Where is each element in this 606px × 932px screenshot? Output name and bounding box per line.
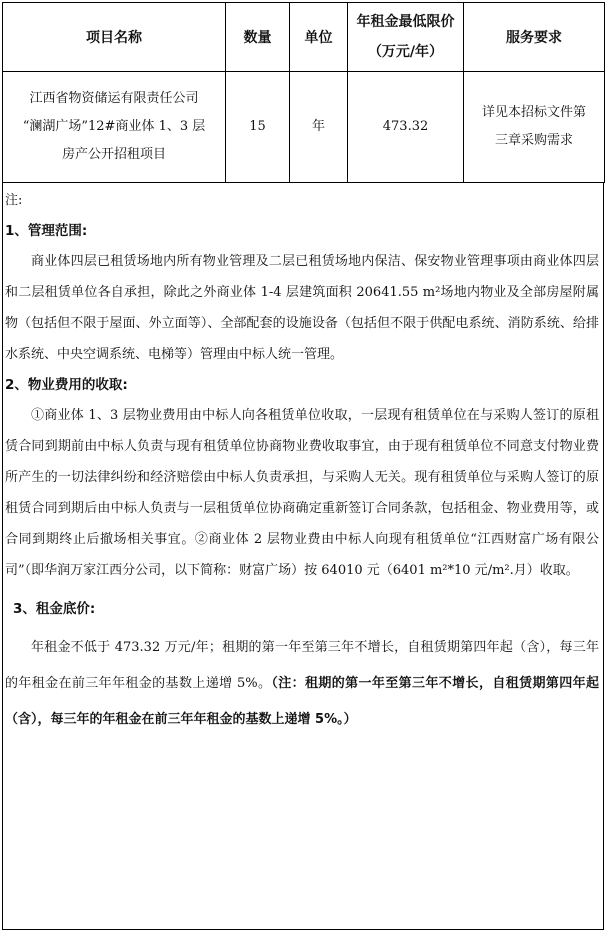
header-quantity: 数量 bbox=[226, 3, 290, 72]
header-min-rent-line2: （万元/年） bbox=[367, 44, 444, 60]
section-3-text: 年租金不低于 473.32 万元/年；租期的第一年至第三年不增长，自租赁期第四年起（含），每三年的年租金在前三年年租金的基数上递增 5%。 bbox=[5, 640, 599, 691]
header-project-name: 项目名称 bbox=[3, 3, 226, 72]
section-3-heading: 3、租金底价: bbox=[13, 601, 96, 617]
header-min-rent-line1: 年租金最低限价 bbox=[356, 14, 455, 30]
header-unit: 单位 bbox=[290, 3, 348, 72]
section-1-body: 商业体四层已租赁场地内所有物业管理及二层已租赁场地内保洁、保安物业管理事项由商业体四层和二层租赁单位各自承担，除此之外商业体 1-4 层建筑面积 20641.55 m²场地内物业及全部房屋附属物（包括但不限于屋面、外立面等）、全部配套的设施设备（包括但不限于供配电系统、消防系统、给排水系统、中央空调系统、电梯等）管理由中标人统一管理。 bbox=[5, 254, 599, 362]
cell-service bbox=[464, 72, 605, 183]
cell-unit: 年 bbox=[290, 72, 348, 183]
project-name-line3: 房产公开招租项目 bbox=[61, 147, 166, 162]
section-3-bold-note: （注：租期的第一年至第三年不增长，自租赁期第四年起（含），每三年的年租金在前三年年租金的基数上递增 5%。） bbox=[5, 676, 599, 727]
header-service: 服务要求 bbox=[464, 3, 605, 72]
cell-min-rent: 473.32 bbox=[348, 72, 464, 183]
project-name-line1: 江西省物资储运有限责任公司 bbox=[29, 91, 199, 106]
header-min-rent bbox=[348, 3, 464, 72]
section-3-body bbox=[5, 630, 603, 738]
table-row bbox=[3, 72, 605, 183]
table-header-row bbox=[3, 3, 605, 72]
project-name-line2: “澜湖广场”12#商业体 1、3 层 bbox=[22, 119, 206, 134]
cell-project-name bbox=[3, 72, 226, 183]
section-2-heading: 2、物业费用的收取: bbox=[5, 377, 128, 393]
notes-title: 注: bbox=[5, 193, 23, 208]
section-1-heading: 1、管理范围: bbox=[5, 223, 88, 239]
service-line2: 三章采购需求 bbox=[494, 133, 573, 148]
service-line1: 详见本招标文件第 bbox=[481, 105, 586, 120]
notes-section bbox=[2, 182, 604, 930]
rental-project-table bbox=[2, 2, 605, 183]
section-2-body: ①商业体 1、3 层物业费用由中标人向各租赁单位收取，一层现有租赁单位在与采购人签订的原租赁合同到期前由中标人负责与现有租赁单位协商物业费收取事宜，由于现有租赁单位不同意支付物业费所产生的一切法律纠纷和经济赔偿由中标人负责承担，与采购人无关。现有租赁单位与采购人签订的原租赁合同到期后由中标人负责与一层租赁单位协商确定重新签订合同条款，包括租金、物业费用等，或合同到期终止后撤场相关事宜。②商业体 2 层物业费由中标人向现有租赁单位“江西财富广场有限公司”（即华润万家江西分公司，以下简称：财富广场）按 64010 元（6401 m²*10 元/m².月）收取。 bbox=[5, 408, 599, 578]
cell-quantity: 15 bbox=[226, 72, 290, 183]
